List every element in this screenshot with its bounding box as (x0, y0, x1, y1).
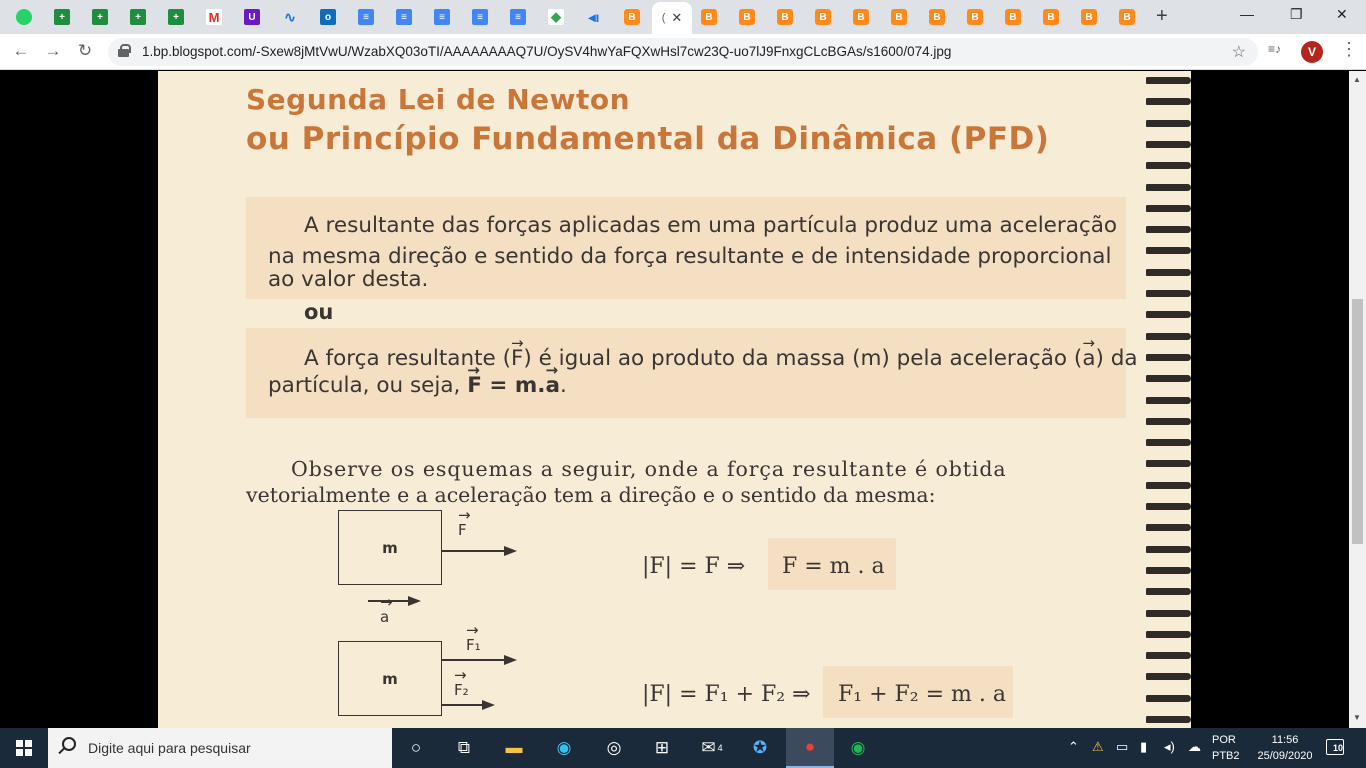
spiral-coil (1146, 503, 1191, 510)
windows-taskbar (0, 728, 1366, 768)
gmail-icon: M (206, 9, 222, 25)
spiral-coil (1146, 354, 1191, 361)
spiral-coil (1146, 269, 1191, 276)
spiral-coil (1146, 716, 1191, 723)
outlook-icon: o (320, 9, 336, 25)
browser-tab[interactable] (347, 4, 385, 30)
browser-tab[interactable] (842, 4, 880, 30)
app-icon: U (244, 9, 260, 25)
browser-tab[interactable] (918, 4, 956, 30)
spiral-coil (1146, 162, 1191, 169)
or-label: ou (304, 300, 334, 324)
docs-icon: ≡ (472, 9, 488, 25)
media-control-icon[interactable]: ≡♪ (1268, 42, 1282, 56)
spiral-coil (1146, 247, 1191, 254)
docs-icon: ≡ (434, 9, 450, 25)
sheets-icon: + (130, 9, 146, 25)
blogger-icon: B (739, 9, 755, 25)
maps-icon: ◆ (548, 9, 564, 25)
mass-block-1: m (338, 510, 442, 585)
cortana-icon[interactable]: ○ (410, 738, 422, 757)
spiral-coil (1146, 311, 1191, 318)
spiral-coil (1146, 333, 1191, 340)
notebook-spiral (1146, 71, 1191, 728)
sheets-icon: + (168, 9, 184, 25)
browser-tab[interactable] (1070, 4, 1108, 30)
browser-tab[interactable] (1032, 4, 1070, 30)
browser-tab[interactable] (309, 4, 347, 30)
browser-tab[interactable] (423, 4, 461, 30)
formula-1-left: |F| = F ⇒ (642, 554, 746, 579)
show-hidden-icons[interactable]: ⌃ (1068, 739, 1079, 754)
spiral-coil (1146, 460, 1191, 467)
clock-time: 11:56 (1271, 734, 1299, 746)
spiral-coil (1146, 610, 1191, 617)
browser-tab[interactable] (1108, 4, 1146, 30)
task-view-icon[interactable]: ⧉ (457, 738, 471, 757)
browser-tab[interactable] (81, 4, 119, 30)
audio-icon: ◂ı (588, 8, 600, 25)
force-arrowhead-f2 (482, 700, 495, 710)
force-label-f1: → F₁ (466, 636, 481, 654)
blogger-icon: B (1081, 9, 1097, 25)
address-bar[interactable] (108, 38, 1258, 66)
definition-2-line2: partícula, ou seja, → F = m.→ a. (268, 370, 567, 401)
browser-tab[interactable] (157, 4, 195, 30)
force-arrow-f1 (442, 659, 504, 661)
blogger-icon: B (624, 9, 640, 25)
formula-2-left: |F| = F₁ + F₂ ⇒ (642, 682, 811, 707)
spiral-coil (1146, 290, 1191, 297)
image-viewport (0, 71, 1349, 728)
file-explorer-icon[interactable]: ▬ (505, 738, 523, 757)
volume-icon[interactable]: ◂) (1164, 739, 1175, 754)
spiral-coil (1146, 98, 1191, 105)
spiral-coil (1146, 226, 1191, 233)
blogger-icon: B (1119, 9, 1135, 25)
spiral-coil (1146, 397, 1191, 404)
spiral-coil (1146, 546, 1191, 553)
windows-logo-icon (16, 740, 32, 756)
blogger-icon: B (929, 9, 945, 25)
spiral-coil (1146, 439, 1191, 446)
formula-1-result: F = m . a (782, 554, 885, 579)
taskbar-search[interactable] (48, 728, 392, 768)
browser-tab[interactable] (994, 4, 1032, 30)
edge-icon[interactable]: ◉ (556, 738, 572, 757)
browser-toolbar (0, 34, 1366, 70)
definition-2-line1: A força resultante (→ F) é igual ao produto da massa (m) pela aceleração (→ a) da (304, 343, 1138, 374)
mail-icon[interactable]: ✉ 4 (701, 738, 723, 757)
scroll-down-arrow[interactable]: ▼ (1353, 713, 1361, 722)
force-label-f2: → F₂ (454, 681, 469, 699)
browser-tab[interactable] (461, 4, 499, 30)
spiral-coil (1146, 120, 1191, 127)
blogger-icon: B (853, 9, 869, 25)
back-button[interactable]: ← (12, 41, 30, 60)
tab-strip (0, 0, 1366, 34)
browser-tab[interactable] (880, 4, 918, 30)
browser-tab[interactable] (575, 4, 613, 30)
spiral-coil (1146, 695, 1191, 702)
lock-icon[interactable] (118, 44, 129, 57)
url-text[interactable]: 1.bp.blogspot.com/-Sxew8jMtVwU/WzabXQ03oTI/AAAAAAAAQ7U/OySV4hwYaFQXwHsl7cw23Q-uo7lJ9FnxgCLcBGAs/s1600/074.jpg (142, 44, 952, 59)
force-label-1: → F (458, 521, 467, 539)
docs-icon: ≡ (396, 9, 412, 25)
vertical-scrollbar[interactable] (1349, 71, 1366, 728)
spiral-coil (1146, 631, 1191, 638)
forward-button[interactable]: → (44, 41, 62, 60)
network-icon[interactable]: ▭ (1116, 739, 1129, 754)
spiral-coil (1146, 673, 1191, 680)
observe-line1: Observe os esquemas a seguir, onde a força resultante é obtida (291, 457, 1007, 481)
close-window-button[interactable]: ✕ (1336, 6, 1348, 22)
blogger-icon: B (777, 9, 793, 25)
definition-1-line1: A resultante das forças aplicadas em uma partícula produz uma aceleração (304, 213, 1118, 238)
language-indicator[interactable]: POR PTB2 (1212, 734, 1240, 762)
mass-block-2: m (338, 641, 442, 716)
page-title-line1: Segunda Lei de Newton (246, 83, 631, 116)
spiral-coil (1146, 567, 1191, 574)
spiral-coil (1146, 184, 1191, 191)
browser-tab[interactable] (233, 4, 271, 30)
menu-icon[interactable]: ⋮ (1340, 39, 1358, 59)
force-arrowhead-1 (504, 546, 517, 556)
page-title-line2: ou Princípio Fundamental da Dinâmica (PFD) (246, 121, 1050, 157)
spiral-coil (1146, 418, 1191, 425)
blogger-icon: B (967, 9, 983, 25)
browser-tab[interactable] (119, 4, 157, 30)
docs-icon: ≡ (358, 9, 374, 25)
onedrive-icon[interactable]: ☁ (1188, 739, 1201, 754)
spiral-coil (1146, 205, 1191, 212)
active-tab[interactable] (652, 2, 692, 34)
spiral-coil (1146, 77, 1191, 84)
book-page-image (158, 71, 1191, 728)
definition-1-line3: ao valor desta. (268, 267, 429, 292)
profile-avatar[interactable]: V (1301, 41, 1323, 63)
loading-icon: ( (661, 12, 666, 24)
browser-tab[interactable] (613, 4, 651, 30)
scrollbar-thumb[interactable] (1352, 299, 1363, 544)
notifications-icon[interactable]: 10 (1326, 739, 1344, 755)
acceleration-label-1: → a (380, 608, 389, 626)
reload-button[interactable]: ↻ (77, 41, 93, 60)
browser-tab[interactable] (766, 4, 804, 30)
formula-2-result: F₁ + F₂ = m . a (838, 682, 1006, 707)
spiral-coil (1146, 141, 1191, 148)
blogger-icon: B (891, 9, 907, 25)
store-icon[interactable]: ⊞ (654, 738, 670, 757)
close-tab-icon[interactable]: ✕ (671, 10, 683, 25)
warning-icon[interactable]: ⚠ (1092, 739, 1104, 754)
chrome-icon[interactable]: ● (786, 728, 834, 768)
acceleration-vector-symbol: → a (1082, 343, 1095, 374)
browser-tab[interactable] (499, 4, 537, 30)
browser-tab[interactable] (5, 4, 43, 30)
system-clock[interactable] (1250, 732, 1320, 764)
search-placeholder[interactable]: Digite aqui para pesquisar (88, 740, 251, 756)
new-tab-button[interactable]: + (1156, 5, 1168, 27)
sheets-icon: + (92, 9, 108, 25)
browser-tab[interactable] (728, 4, 766, 30)
force-vector-symbol: → F (511, 343, 523, 374)
blogger-icon: B (701, 9, 717, 25)
browser-tab[interactable] (385, 4, 423, 30)
force-arrow-f2 (442, 704, 482, 706)
obs-icon[interactable]: ◎ (606, 738, 622, 757)
bookmark-star-icon[interactable]: ☆ (1231, 44, 1246, 61)
browser-tab[interactable] (537, 4, 575, 30)
spiral-coil (1146, 482, 1191, 489)
spiral-coil (1146, 524, 1191, 531)
minimize-button[interactable]: — (1240, 6, 1254, 22)
docs-icon: ≡ (510, 9, 526, 25)
force-arrow-1 (442, 550, 504, 552)
spiral-coil (1146, 652, 1191, 659)
browser-tab[interactable] (690, 4, 728, 30)
whatsapp-icon (16, 9, 32, 25)
observe-line2: vetorialmente e a aceleração tem a direção e o sentido da mesma: (246, 483, 936, 507)
safari-icon[interactable]: ✪ (752, 738, 768, 757)
spotify-icon[interactable]: ◉ (850, 738, 866, 757)
browser-tab[interactable] (43, 4, 81, 30)
browser-tab[interactable] (195, 4, 233, 30)
start-button[interactable] (0, 728, 48, 768)
browser-tab[interactable] (956, 4, 994, 30)
spiral-coil (1146, 588, 1191, 595)
clock-date: 25/09/2020 (1257, 750, 1313, 762)
browser-tab[interactable] (804, 4, 842, 30)
browser-tab[interactable] (271, 4, 309, 30)
sheets-icon: + (54, 9, 70, 25)
definition-1-line2: na mesma direção e sentido da força resultante e de intensidade proporcional (268, 244, 1112, 269)
fingerprint-icon: ∿ (284, 8, 296, 25)
scroll-up-arrow[interactable]: ▲ (1353, 75, 1361, 84)
blogger-icon: B (1005, 9, 1021, 25)
search-icon (62, 737, 76, 751)
force-arrowhead-f1 (504, 655, 517, 665)
battery-icon[interactable]: ▮ (1140, 739, 1148, 754)
restore-button[interactable]: ❐ (1290, 6, 1303, 22)
blogger-icon: B (1043, 9, 1059, 25)
acceleration-arrowhead-1 (408, 596, 421, 606)
spiral-coil (1146, 375, 1191, 382)
blogger-icon: B (815, 9, 831, 25)
